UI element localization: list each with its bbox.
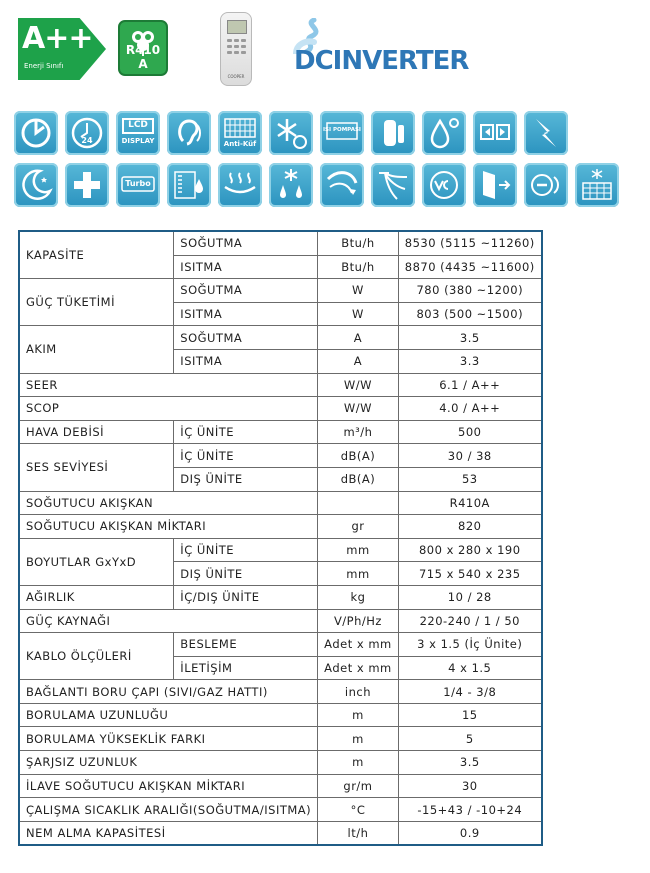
row-label: NEM ALMA KAPASİTESİ [19, 821, 318, 845]
row-value: 53 [398, 467, 542, 491]
row-value: 800 x 280 x 190 [398, 538, 542, 562]
row-sub-label: DIŞ ÜNİTE [174, 562, 318, 586]
row-value: 4.0 / A++ [398, 397, 542, 421]
table-row [19, 538, 542, 562]
row-label: İLAVE SOĞUTUCU AKIŞKAN MİKTARI [19, 774, 318, 798]
row-sub-label: İÇ ÜNİTE [174, 444, 318, 468]
row-label: GÜÇ KAYNAĞI [19, 609, 318, 633]
table-row [19, 373, 542, 397]
anti-kuf-label: Anti-Küf [223, 140, 257, 148]
row-value: 8870 (4435 ~11600) [398, 255, 542, 279]
row-label: SOĞUTUCU AKIŞKAN [19, 491, 318, 515]
table-row [19, 397, 542, 421]
door-airflow-icon [473, 163, 517, 207]
row-group-label: AKIM [19, 326, 174, 373]
row-unit: m [318, 751, 399, 775]
row-value: 3.5 [398, 751, 542, 775]
row-unit: m³/h [318, 420, 399, 444]
energy-class-label: A++ [22, 21, 93, 56]
table-row [19, 231, 542, 255]
defrost-icon [269, 163, 313, 207]
table-row [19, 703, 542, 727]
row-group-label: SES SEVİYESİ [19, 444, 174, 491]
turbo-icon [116, 163, 160, 207]
isi-pompasi-label: ISI POMPASI [323, 127, 361, 133]
row-value: 3.5 [398, 326, 542, 350]
drop-sun-icon [422, 111, 466, 155]
row-unit: A [318, 349, 399, 373]
dc-inverter-logo [282, 18, 469, 80]
timer-24h-icon [65, 111, 109, 155]
row-label: BORULAMA YÜKSEKLİK FARKI [19, 727, 318, 751]
row-unit [318, 491, 399, 515]
row-group-label: GÜÇ TÜKETİMİ [19, 279, 174, 326]
refrigerant-badge [118, 20, 168, 76]
row-unit: °C [318, 798, 399, 822]
row-value: R410A [398, 491, 542, 515]
temperature-minus-icon [524, 163, 568, 207]
table-row [19, 491, 542, 515]
row-unit: dB(A) [318, 444, 399, 468]
row-value: 1/4 - 3/8 [398, 680, 542, 704]
row-group-label: AĞIRLIK [19, 585, 174, 609]
row-unit: gr/m [318, 774, 399, 798]
row-unit: kg [318, 585, 399, 609]
anti-mould-filter-icon [218, 111, 262, 155]
row-value: 6.1 / A++ [398, 373, 542, 397]
row-unit: W/W [318, 373, 399, 397]
table-row [19, 821, 542, 845]
row-group-label: KAPASİTE [19, 231, 174, 279]
row-group-label: HAVA DEBİSİ [19, 420, 174, 444]
power-swirl-icon [14, 111, 58, 155]
frost-protection-icon [575, 163, 619, 207]
row-group-label: KABLO ÖLÇÜLERİ [19, 633, 174, 680]
row-unit: gr [318, 515, 399, 539]
row-group-label: BOYUTLAR GxYxD [19, 538, 174, 585]
row-value: 820 [398, 515, 542, 539]
row-unit: mm [318, 538, 399, 562]
row-value: 3 x 1.5 (İç Ünite) [398, 633, 542, 657]
turbo-label: Turbo [125, 179, 151, 188]
row-unit: W [318, 302, 399, 326]
row-sub-label: ISITMA [174, 349, 318, 373]
row-label: ŞARJSIZ UZUNLUK [19, 751, 318, 775]
row-sub-label: ISITMA [174, 302, 318, 326]
timer-label: 24 [81, 136, 93, 145]
table-row [19, 585, 542, 609]
row-value: 715 x 540 x 235 [398, 562, 542, 586]
table-row [19, 633, 542, 657]
row-sub-label: İLETİŞİM [174, 656, 318, 680]
sleep-moon-icon [14, 163, 58, 207]
row-value: 30 / 38 [398, 444, 542, 468]
dehumidify-panel-icon [167, 163, 211, 207]
row-value: 780 (380 ~1200) [398, 279, 542, 303]
airflow-louver-icon [320, 163, 364, 207]
row-sub-label: BESLEME [174, 633, 318, 657]
row-sub-label: ISITMA [174, 255, 318, 279]
row-value: 500 [398, 420, 542, 444]
row-sub-label: SOĞUTMA [174, 326, 318, 350]
table-row [19, 751, 542, 775]
row-unit: m [318, 727, 399, 751]
swing-arrows-icon [473, 111, 517, 155]
row-sub-label: İÇ ÜNİTE [174, 420, 318, 444]
row-unit: m [318, 703, 399, 727]
row-value: -15+43 / -10+24 [398, 798, 542, 822]
remote-control-image [220, 12, 252, 86]
row-unit: mm [318, 562, 399, 586]
row-unit: Btu/h [318, 255, 399, 279]
spec-table [18, 230, 543, 846]
table-row [19, 609, 542, 633]
table-row [19, 798, 542, 822]
energy-class-caption: Enerji Sınıfı [24, 62, 64, 70]
health-plus-icon [65, 163, 109, 207]
energy-class-badge [18, 18, 106, 80]
lcd-display-icon [116, 111, 160, 155]
lightning-icon [524, 111, 568, 155]
row-value: 5 [398, 727, 542, 751]
row-value: 15 [398, 703, 542, 727]
row-sub-label: SOĞUTMA [174, 279, 318, 303]
row-label: BAĞLANTI BORU ÇAPI (SIVI/GAZ HATTI) [19, 680, 318, 704]
row-sub-label: İÇ/DIŞ ÜNİTE [174, 585, 318, 609]
row-unit: W/W [318, 397, 399, 421]
row-label: SCOP [19, 397, 318, 421]
row-unit: W [318, 279, 399, 303]
heat-pump-icon [320, 111, 364, 155]
heating-waves-icon [218, 163, 262, 207]
table-row [19, 515, 542, 539]
lcd-label: LCD [128, 120, 148, 130]
remote-brand: COOPER [227, 74, 245, 79]
row-value: 0.9 [398, 821, 542, 845]
row-value: 220-240 / 1 / 50 [398, 609, 542, 633]
table-row [19, 279, 542, 303]
row-value: 8530 (5115 ~11260) [398, 231, 542, 255]
table-row [19, 420, 542, 444]
row-sub-label: İÇ ÜNİTE [174, 538, 318, 562]
row-value: 30 [398, 774, 542, 798]
compressor-icon [371, 111, 415, 155]
row-label: BORULAMA UZUNLUĞU [19, 703, 318, 727]
row-label: ÇALIŞMA SICAKLIK ARALIĞI(SOĞUTMA/ISITMA) [19, 798, 318, 822]
table-row [19, 774, 542, 798]
row-label: SOĞUTUCU AKIŞKAN MİKTARI [19, 515, 318, 539]
row-unit: Adet x mm [318, 633, 399, 657]
table-row [19, 444, 542, 468]
display-label: DISPLAY [121, 137, 155, 145]
table-row [19, 680, 542, 704]
row-unit: Adet x mm [318, 656, 399, 680]
dc-inverter-text: DCINVERTER [294, 46, 469, 76]
row-unit: Btu/h [318, 231, 399, 255]
row-unit: dB(A) [318, 467, 399, 491]
row-value: 10 / 28 [398, 585, 542, 609]
ear-quiet-icon [167, 111, 211, 155]
air-direction-icon [371, 163, 415, 207]
row-unit: lt/h [318, 821, 399, 845]
row-value: 3.3 [398, 349, 542, 373]
row-unit: A [318, 326, 399, 350]
snowflake-timer-icon [269, 111, 313, 155]
row-value: 803 (500 ~1500) [398, 302, 542, 326]
row-value: 4 x 1.5 [398, 656, 542, 680]
row-label: SEER [19, 373, 318, 397]
refrigerant-label: R410 A [125, 43, 161, 71]
table-row [19, 727, 542, 751]
table-row [19, 326, 542, 350]
row-sub-label: SOĞUTMA [174, 231, 318, 255]
row-unit: V/Ph/Hz [318, 609, 399, 633]
row-unit: inch [318, 680, 399, 704]
voltage-control-icon [422, 163, 466, 207]
row-sub-label: DIŞ ÜNİTE [174, 467, 318, 491]
